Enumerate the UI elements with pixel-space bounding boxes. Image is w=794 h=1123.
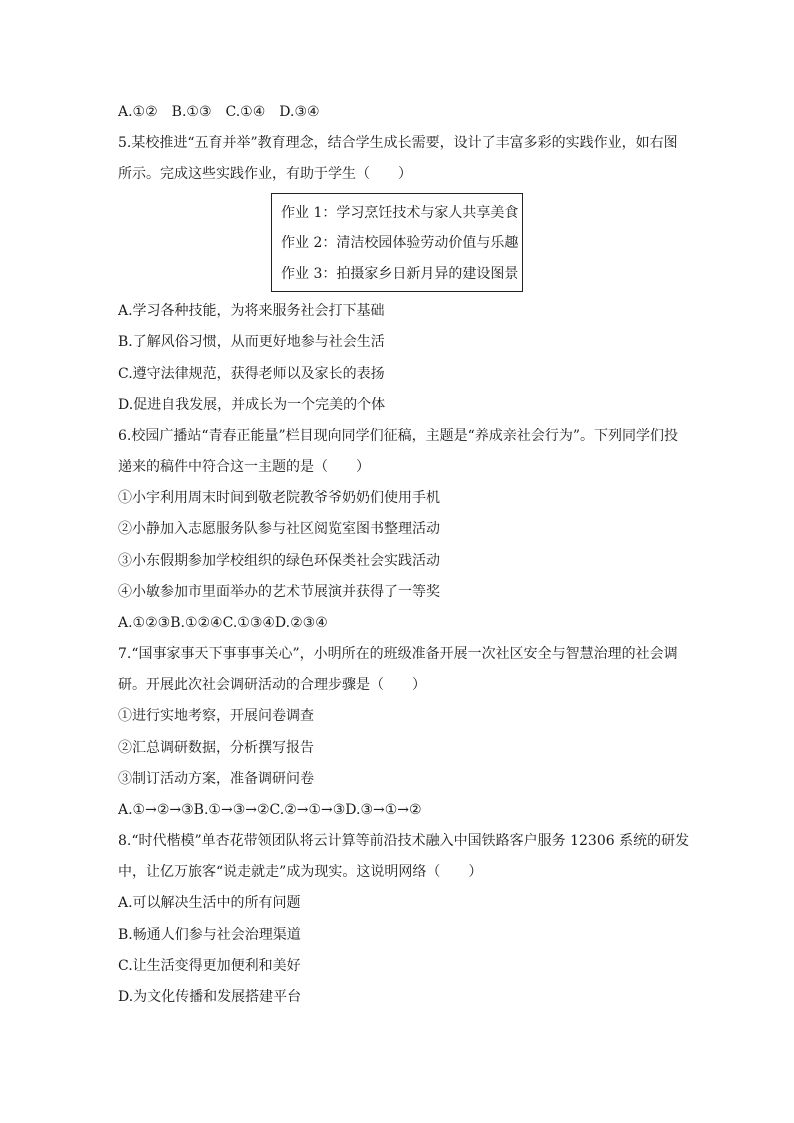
q4-options: A.①② B.①③ C.①④ D.③④	[118, 104, 320, 120]
q8-option-b: B.畅通人们参与社会治理渠道	[118, 927, 301, 943]
q7-item-2: ②汇总调研数据，分析撰写报告	[118, 740, 314, 756]
q7-stem-line2: 研。开展此次社会调研活动的合理步骤是（ ）	[118, 677, 426, 693]
q5-stem-line2: 所示。完成这些实践作业，有助于学生（ ）	[118, 166, 412, 182]
q7-options: A.①→②→③B.①→③→②C.②→①→③D.③→①→②	[118, 802, 422, 818]
q8-option-d: D.为文化传播和发展搭建平台	[118, 989, 302, 1005]
q5-stem-line1: 5.某校推进“五育并举”教育理念，结合学生成长需要，设计了丰富多彩的实践作业，如右图	[118, 135, 678, 151]
q6-stem-line2: 递来的稿件中符合这一主题的是（ ）	[118, 459, 370, 475]
q5-homework-2: 作业 2：清洁校园体验劳动价值与乐趣	[281, 235, 519, 251]
q8-stem-line1: 8.“时代楷模”单杏花带领团队将云计算等前沿技术融入中国铁路客户服务 12306 系统的研发	[118, 833, 690, 849]
q6-options: A.①②③B.①②④C.①③④D.②③④	[118, 615, 328, 631]
q5-option-b: B.了解风俗习惯，从而更好地参与社会生活	[118, 334, 385, 350]
q5-homework-1: 作业 1：学习烹饪技术与家人共享美食	[281, 205, 519, 221]
q6-item-1: ①小宇利用周末时间到敬老院教爷爷奶奶们使用手机	[118, 490, 440, 506]
q6-item-3: ③小东假期参加学校组织的绿色环保类社会实践活动	[118, 553, 440, 569]
q7-item-3: ③制订活动方案，准备调研问卷	[118, 771, 314, 787]
q8-stem-line2: 中，让亿万旅客“说走就走”成为现实。这说明网络（ ）	[118, 864, 483, 880]
q6-stem-line1: 6.校园广播站“青春正能量”栏目现向同学们征稿，主题是“养成亲社会行为”。下列同学们投	[118, 428, 678, 444]
q5-homework-box	[271, 193, 523, 292]
q8-option-c: C.让生活变得更加便利和美好	[118, 958, 301, 974]
q5-option-d: D.促进自我发展，并成长为一个完美的个体	[118, 397, 386, 413]
q6-item-2: ②小静加入志愿服务队参与社区阅览室图书整理活动	[118, 521, 440, 537]
q5-option-a: A.学习各种技能，为将来服务社会打下基础	[118, 303, 385, 319]
q5-homework-3: 作业 3：拍摄家乡日新月异的建设图景	[281, 266, 519, 282]
q7-item-1: ①进行实地考察，开展问卷调查	[118, 708, 314, 724]
q5-option-c: C.遵守法律规范，获得老师以及家长的表扬	[118, 366, 385, 382]
q8-option-a: A.可以解决生活中的所有问题	[118, 895, 301, 911]
q7-stem-line1: 7.“国事家事天下事事事关心”，小明所在的班级准备开展一次社区安全与智慧治理的社会调	[118, 646, 678, 662]
q6-item-4: ④小敏参加市里面举办的艺术节展演并获得了一等奖	[118, 584, 440, 600]
